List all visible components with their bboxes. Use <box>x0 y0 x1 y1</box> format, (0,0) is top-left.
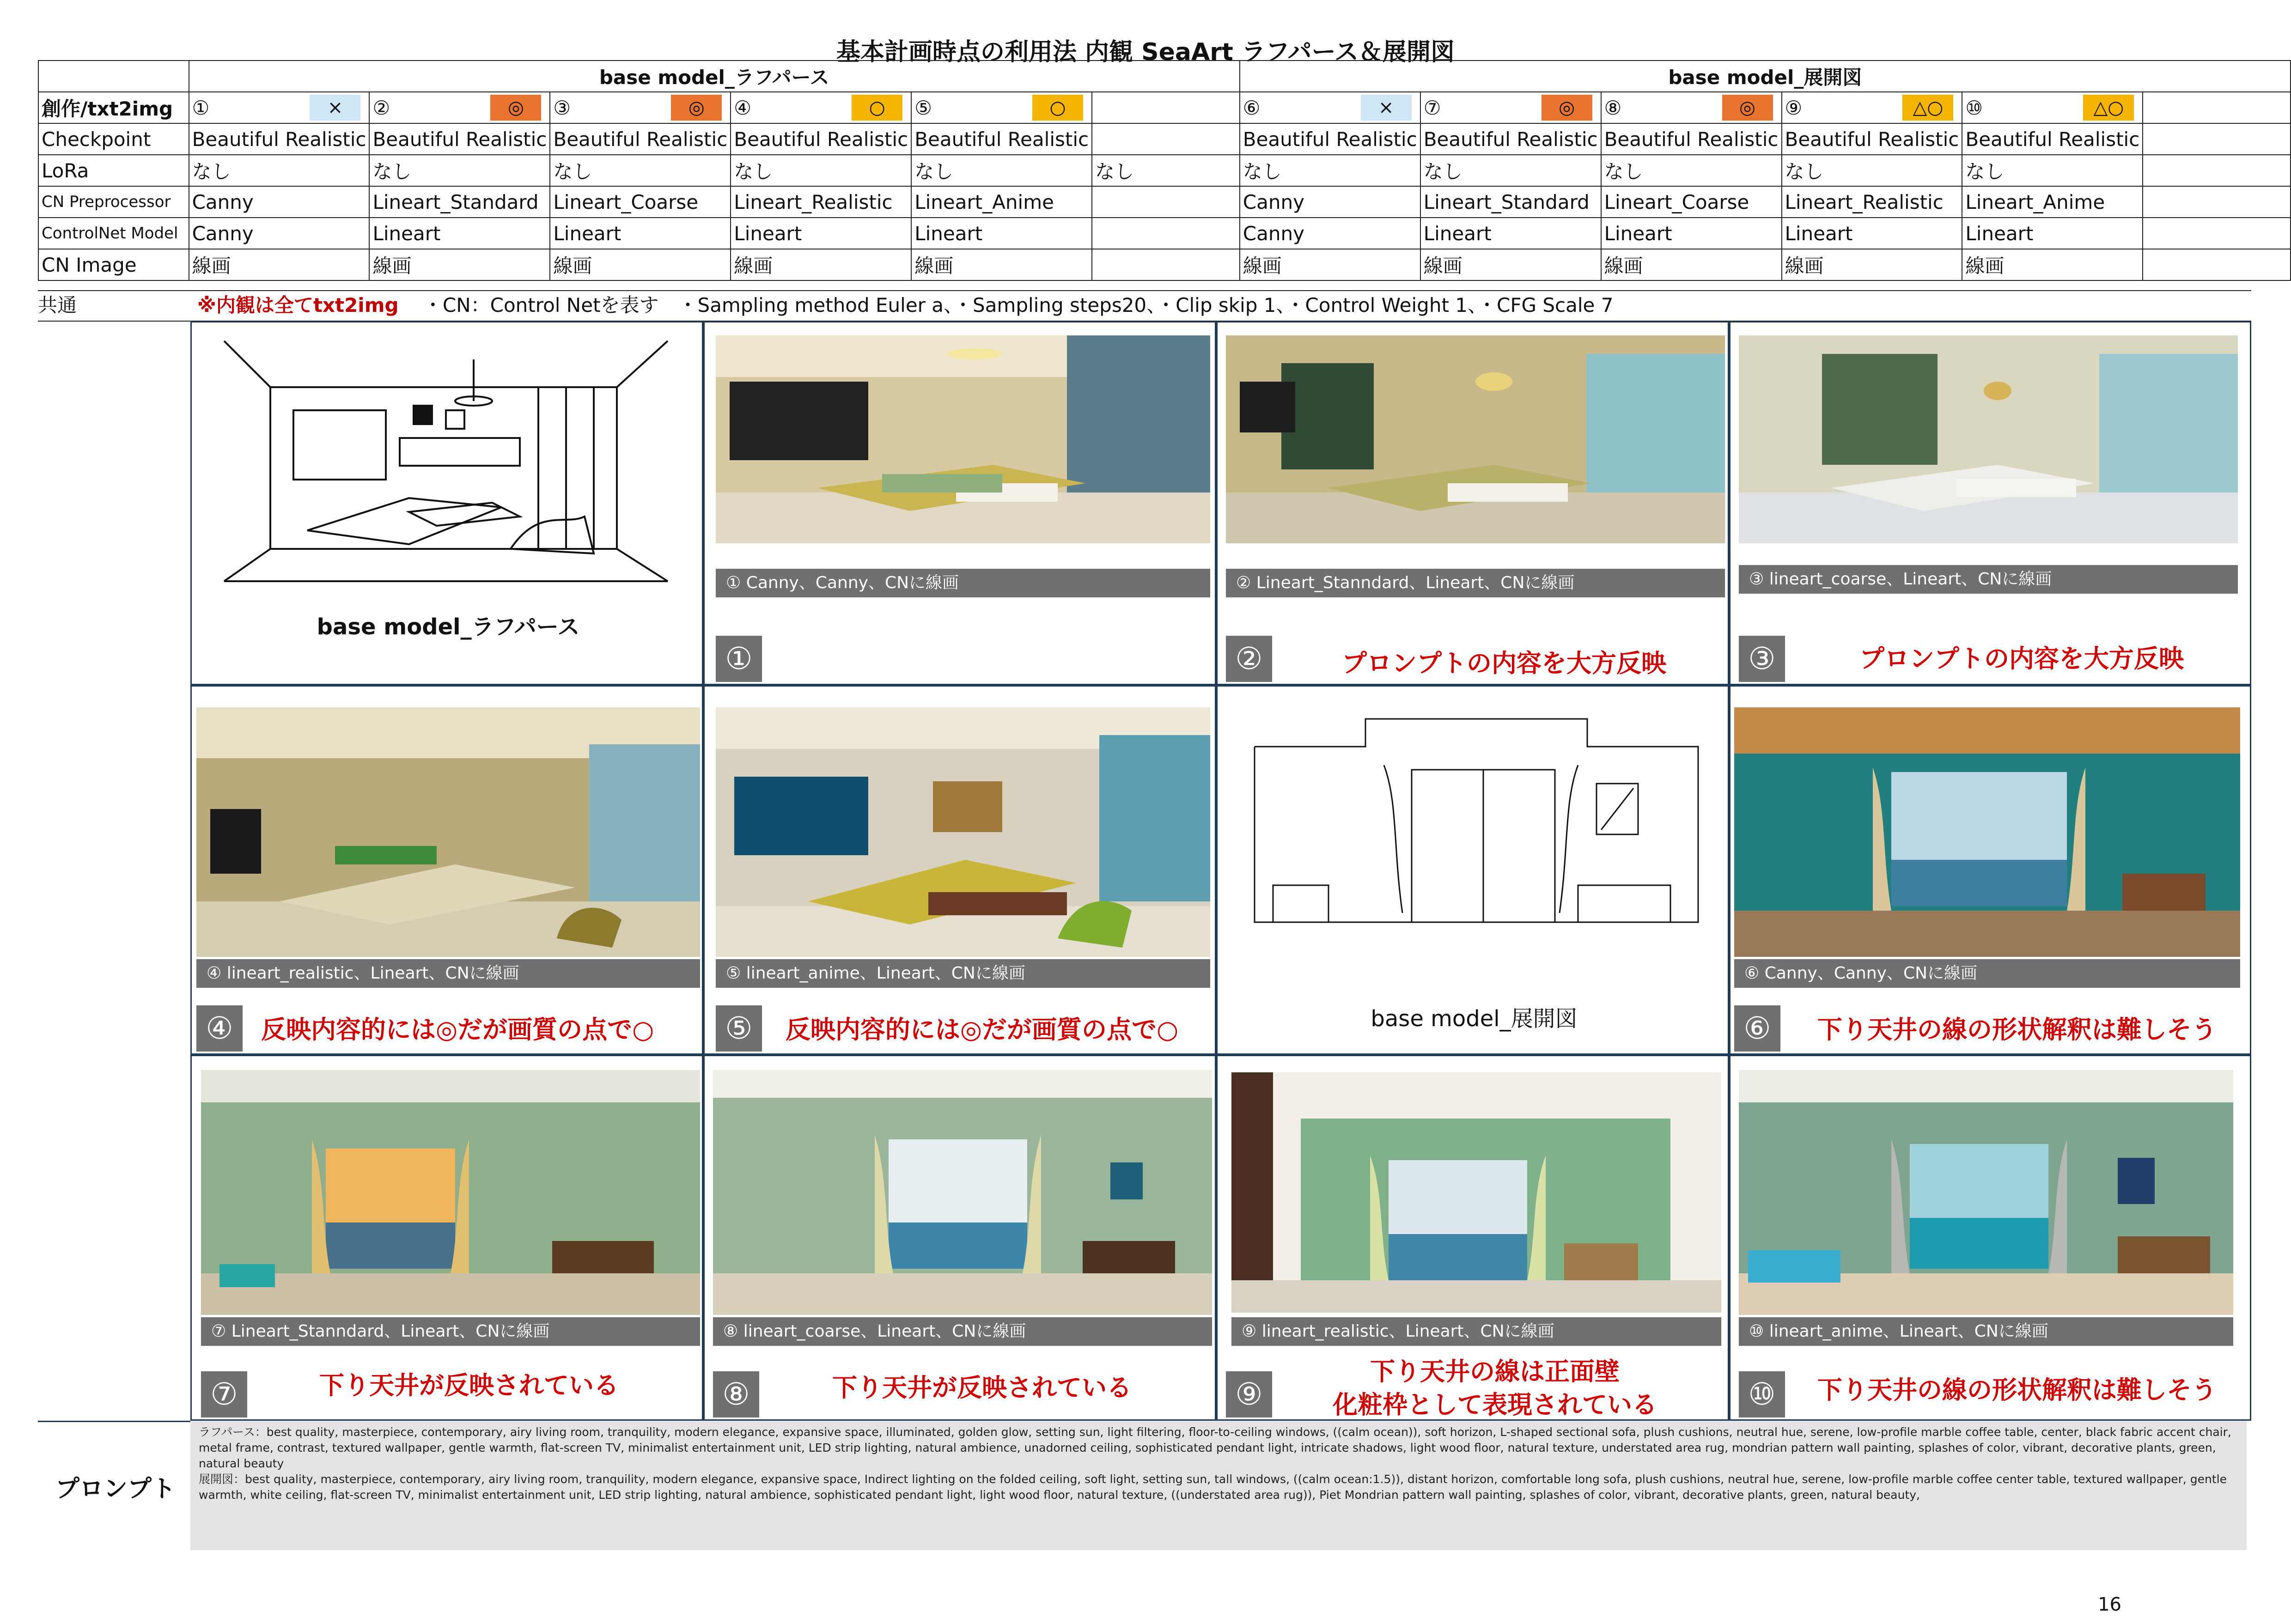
card-caption: ① Canny、Canny、CNに線画 <box>716 569 1210 597</box>
trial-number: ⑤ <box>914 96 932 119</box>
controlnet-cell: Lineart <box>1962 218 2143 249</box>
card-9[interactable] <box>1216 1055 1729 1421</box>
prompt-box <box>190 1421 2247 1550</box>
card-number-badge: ⑧ <box>713 1371 759 1417</box>
checkpoint-cell: Beautiful Realistic <box>189 123 370 155</box>
group-header-elevation: base model_展開図 <box>1240 61 2291 92</box>
evaluation-mark: ◎ <box>1542 95 1592 121</box>
evaluation-mark: ◎ <box>1722 95 1773 121</box>
cnimage-cell <box>2143 249 2291 280</box>
common-settings-row <box>38 290 2251 322</box>
row-label-preprocessor: CN Preprocessor <box>38 186 189 218</box>
preprocessor-cell: Lineart_Realistic <box>731 186 911 218</box>
trial-number: ⑧ <box>1604 96 1622 119</box>
creation-cell <box>2143 92 2291 123</box>
preprocessor-cell: Lineart_Realistic <box>1782 186 1962 218</box>
row-label-creation: 創作/txt2img <box>38 92 189 123</box>
preprocessor-cell: Lineart_Standard <box>369 186 550 218</box>
checkpoint-cell: Beautiful Realistic <box>369 123 550 155</box>
card-number-badge: ⑥ <box>1734 1005 1780 1052</box>
common-text: ・CN：Control Netを表す ・Sampling method Euler a、・Sampling steps20、・Clip skip 1、・Control Weight 1、・CFG Scale 7 <box>423 294 1614 316</box>
card-comment-line-2: 化粧枠として表現されている <box>1333 1390 1657 1419</box>
card-5[interactable] <box>703 685 1216 1055</box>
checkpoint-cell: Beautiful Realistic <box>1601 123 1782 155</box>
creation-cell <box>550 92 731 123</box>
divider <box>38 1421 190 1422</box>
spec-table <box>38 60 2291 281</box>
card-comment-line-1: 下り天井の線は正面壁 <box>1370 1357 1620 1386</box>
trial-number: ③ <box>553 96 571 119</box>
divider <box>38 290 2251 291</box>
card-caption: ⑤ lineart_anime、Lineart、CNに線画 <box>716 959 1210 988</box>
checkpoint-cell: Beautiful Realistic <box>1420 123 1601 155</box>
prompt-rough: ラフパース：best quality, masterpiece, contemporary, airy living room, tranquility, modern elegance, expansive space, illuminated, golden glow, setting sun, light filtering, floor-to-ceiling windows, ((calm ocean)), soft horizon, L-shaped sectional sofa, plush cushions, neutral hue, serene, low-profile marble coffee table, center, black fabric accent chair, metal frame, contrast, textured wallpaper, gentle warmth, flat-screen TV, minimalist entertainment unit, LED strip lighting, natural ambience, unadorned ceiling, sophisticated pendant light, intricate shadows, light wood floor, natural texture, understated area rug, mondrian pattern wall painting, splashes of color, vibrant, decorative plants, green, natural beauty <box>199 1425 2231 1470</box>
creation-cell <box>911 92 1092 123</box>
card-comment: 下り天井が反映されている <box>319 1371 619 1400</box>
card-number-badge: ⑦ <box>201 1371 247 1417</box>
row-label-lora: LoRa <box>38 155 189 186</box>
base-elevation-label: base model_展開図 <box>1371 1006 1578 1032</box>
creation-cell <box>1962 92 2143 123</box>
card-caption: ③ lineart_coarse、Lineart、CNに線画 <box>1739 565 2238 594</box>
row-label-cnimage: CN Image <box>38 249 189 280</box>
card-caption: ⑥ Canny、Canny、CNに線画 <box>1734 959 2240 988</box>
preprocessor-cell: Canny <box>1240 186 1420 218</box>
lora-cell: なし <box>550 155 731 186</box>
preprocessor-cell: Lineart_Anime <box>911 186 1092 218</box>
evaluation-mark <box>1180 95 1231 121</box>
render-image-10 <box>1739 1070 2233 1315</box>
prompt-elevation: 展開図：best quality, masterpiece, contemporary, airy living room, tranquility, modern elegance, expansive space, Indirect lighting on the folded ceiling, soft light, setting sun, tall windows, ((calm ocean:1.5)), distant horizon, comfortable long sofa, plush cushions, neutral hue, serene, low-profile marble coffee center table, textured wallpaper, gentle warmth, white ceiling, flat-screen TV, minimalist entertainment unit, LED strip lighting, natural ambience, sophisticated pendant light, light wood floor, natural texture, ((understated area rug)), Piet Mondrian pattern wall painting, splashes of color, vibrant, decorative plants, green, natural beauty, <box>199 1472 2227 1502</box>
prompt-label: プロンプト <box>55 1475 176 1503</box>
cnimage-cell: 線画 <box>911 249 1092 280</box>
card-1[interactable] <box>703 321 1216 685</box>
preprocessor-cell <box>2143 186 2291 218</box>
preprocessor-cell <box>1092 186 1240 218</box>
lora-cell: なし <box>369 155 550 186</box>
evaluation-mark: × <box>310 95 360 121</box>
creation-row <box>38 92 2291 123</box>
cnimage-cell: 線画 <box>1240 249 1420 280</box>
controlnet-cell: Canny <box>1240 218 1420 249</box>
evaluation-mark: ◎ <box>671 95 722 121</box>
trial-number: ⑩ <box>1965 96 1983 119</box>
cnimage-cell: 線画 <box>1601 249 1782 280</box>
cnimage-row <box>38 249 2291 280</box>
lora-cell: なし <box>1962 155 2143 186</box>
trial-number: ⑥ <box>1243 96 1261 119</box>
lora-cell: なし <box>1601 155 1782 186</box>
group-header-row <box>38 61 2291 92</box>
card-comment: 反映内容的には◎だが画質の点で○ <box>785 1015 1179 1044</box>
checkpoint-cell: Beautiful Realistic <box>1240 123 1420 155</box>
checkpoint-cell: Beautiful Realistic <box>1962 123 2143 155</box>
lora-row <box>38 155 2291 186</box>
card-4[interactable] <box>190 685 703 1055</box>
trial-number: ④ <box>734 96 751 119</box>
cnimage-cell: 線画 <box>189 249 370 280</box>
card-number-badge: ② <box>1226 636 1272 682</box>
page-number: 16 <box>2098 1594 2121 1615</box>
lineart-elevation-image <box>1245 710 1707 959</box>
card-number-badge: ⑩ <box>1739 1371 1785 1417</box>
cnimage-cell: 線画 <box>550 249 731 280</box>
card-comment: 反映内容的には◎だが画質の点で○ <box>261 1015 654 1044</box>
card-caption: ⑧ lineart_coarse、Lineart、CNに線画 <box>713 1317 1212 1346</box>
controlnet-cell <box>2143 218 2291 249</box>
checkpoint-cell <box>2143 123 2291 155</box>
controlnet-row <box>38 218 2291 249</box>
checkpoint-cell: Beautiful Realistic <box>731 123 911 155</box>
controlnet-cell: Lineart <box>369 218 550 249</box>
render-image-6 <box>1734 707 2240 957</box>
controlnet-cell: Lineart <box>911 218 1092 249</box>
card-comment: 下り天井の線の形状解釈は難しそう <box>1817 1015 2217 1044</box>
lora-cell <box>2143 155 2291 186</box>
card-number-badge: ⑨ <box>1226 1371 1272 1417</box>
card-caption: ② Lineart_Stanndard、Lineart、CNに線画 <box>1226 569 1725 597</box>
render-image-8 <box>713 1070 1212 1315</box>
common-highlight: ※内観は全てtxt2img <box>197 294 399 316</box>
common-label: 共通 <box>38 294 77 316</box>
creation-cell <box>369 92 550 123</box>
lora-cell: なし <box>189 155 370 186</box>
evaluation-mark <box>2231 95 2282 121</box>
card-caption: ⑦ Lineart_Stanndard、Lineart、CNに線画 <box>201 1317 700 1346</box>
controlnet-cell: Lineart <box>1601 218 1782 249</box>
render-image-2 <box>1226 335 1725 543</box>
trial-number: ⑨ <box>1785 96 1803 119</box>
cnimage-cell: 線画 <box>1782 249 1962 280</box>
render-image-1 <box>716 335 1210 543</box>
creation-cell <box>731 92 911 123</box>
evaluation-mark: ◎ <box>490 95 541 121</box>
card-6[interactable] <box>1729 685 2251 1055</box>
preprocessor-cell: Lineart_Standard <box>1420 186 1601 218</box>
cnimage-cell <box>1092 249 1240 280</box>
creation-cell <box>1420 92 1601 123</box>
trial-number: ② <box>372 96 390 119</box>
card-number-badge: ③ <box>1739 636 1785 682</box>
controlnet-cell: Canny <box>189 218 370 249</box>
cnimage-cell: 線画 <box>369 249 550 280</box>
evaluation-mark: △○ <box>1902 95 1953 121</box>
evaluation-mark: ○ <box>852 95 902 121</box>
row-label-checkpoint: Checkpoint <box>38 123 189 155</box>
card-comment: 下り天井が反映されている <box>832 1373 1132 1402</box>
card-comment: 下り天井の線の形状解釈は難しそう <box>1817 1375 2217 1405</box>
render-image-9 <box>1231 1072 1721 1313</box>
cnimage-cell: 線画 <box>731 249 911 280</box>
card-caption: ④ lineart_realistic、Lineart、CNに線画 <box>196 959 700 988</box>
card-number-badge: ① <box>716 636 762 682</box>
card-comment: プロンプトの内容を大方反映 <box>1342 649 1666 678</box>
checkpoint-cell <box>1092 123 1240 155</box>
base-rough-label: base model_ラフパース <box>317 614 580 640</box>
preprocessor-cell: Lineart_Anime <box>1962 186 2143 218</box>
preprocessor-row <box>38 186 2291 218</box>
trial-number: ⑦ <box>1423 96 1441 119</box>
card-2[interactable] <box>1216 321 1729 685</box>
card-10[interactable] <box>1729 1055 2251 1421</box>
card-3[interactable] <box>1729 321 2251 685</box>
creation-cell <box>1601 92 1782 123</box>
lora-cell: なし <box>1092 155 1240 186</box>
creation-cell <box>1240 92 1420 123</box>
evaluation-mark: △○ <box>2083 95 2134 121</box>
preprocessor-cell: Lineart_Coarse <box>550 186 731 218</box>
page-title: 基本計画時点の利用法 内観 SeaArt ラフパース＆展開図 <box>836 38 1455 66</box>
controlnet-cell: Lineart <box>1782 218 1962 249</box>
creation-cell <box>189 92 370 123</box>
card-8[interactable] <box>703 1055 1216 1421</box>
render-image-5 <box>716 707 1210 957</box>
lineart-rough-image <box>215 332 677 590</box>
creation-cell <box>1782 92 1962 123</box>
evaluation-mark: × <box>1361 95 1412 121</box>
card-number-badge: ④ <box>196 1005 243 1052</box>
controlnet-cell: Lineart <box>550 218 731 249</box>
checkpoint-row <box>38 123 2291 155</box>
card-base-rough <box>190 321 703 685</box>
trial-number: ① <box>192 96 210 119</box>
preprocessor-cell: Canny <box>189 186 370 218</box>
card-7[interactable] <box>190 1055 703 1421</box>
cnimage-cell: 線画 <box>1420 249 1601 280</box>
controlnet-cell: Lineart <box>1420 218 1601 249</box>
controlnet-cell: Lineart <box>731 218 911 249</box>
card-base-elevation <box>1216 685 1729 1055</box>
card-number-badge: ⑤ <box>716 1005 762 1052</box>
cnimage-cell: 線画 <box>1962 249 2143 280</box>
evaluation-mark: ○ <box>1032 95 1083 121</box>
card-caption: ⑨ lineart_realistic、Lineart、CNに線画 <box>1231 1317 1721 1346</box>
group-header-rough: base model_ラフパース <box>189 61 1240 92</box>
lora-cell: なし <box>1782 155 1962 186</box>
render-image-3 <box>1739 335 2238 543</box>
lora-cell: なし <box>1420 155 1601 186</box>
lora-cell: なし <box>911 155 1092 186</box>
render-image-4 <box>196 707 700 957</box>
checkpoint-cell: Beautiful Realistic <box>550 123 731 155</box>
controlnet-cell <box>1092 218 1240 249</box>
card-comment: プロンプトの内容を大方反映 <box>1859 644 2184 673</box>
card-caption: ⑩ lineart_anime、Lineart、CNに線画 <box>1739 1317 2233 1346</box>
row-label-controlnet: ControlNet Model <box>38 218 189 249</box>
lora-cell: なし <box>1240 155 1420 186</box>
checkpoint-cell: Beautiful Realistic <box>911 123 1092 155</box>
lora-cell: なし <box>731 155 911 186</box>
render-image-7 <box>201 1070 700 1315</box>
preprocessor-cell: Lineart_Coarse <box>1601 186 1782 218</box>
checkpoint-cell: Beautiful Realistic <box>1782 123 1962 155</box>
creation-cell <box>1092 92 1240 123</box>
